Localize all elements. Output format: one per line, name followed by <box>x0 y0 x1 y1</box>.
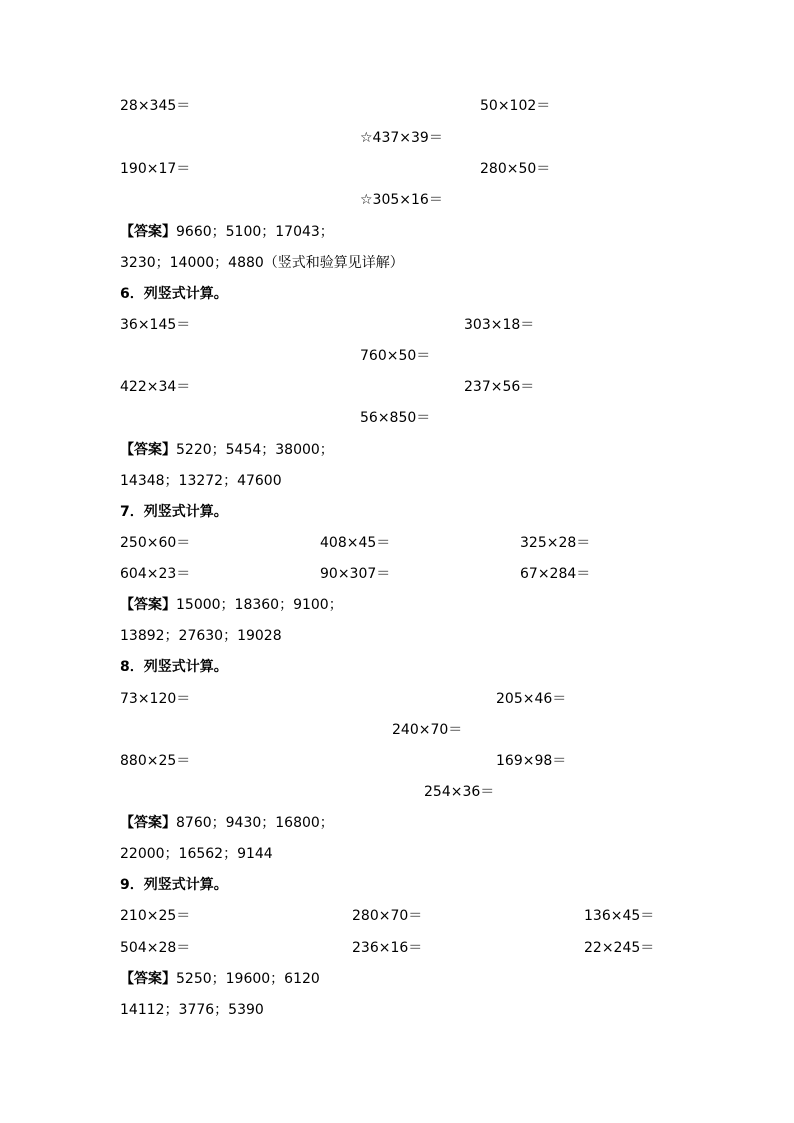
p6-expr-1: 36×145＝ <box>120 317 191 333</box>
p6-expr-4: 422×34＝ <box>120 379 191 395</box>
p6-expr-3: 760×50＝ <box>360 348 431 364</box>
p9-expr-6: 22×245＝ <box>584 940 655 956</box>
p9-answer-line-1 <box>120 971 320 987</box>
p8-answer-line-2: 22000；16562；9144 <box>120 846 273 862</box>
p7-expr-3: 325×28＝ <box>520 535 591 551</box>
p9-expr-1: 210×25＝ <box>120 908 191 924</box>
p6-heading: 6．列竖式计算。 <box>120 286 228 302</box>
p7-answer-line-2: 13892；27630；19028 <box>120 628 282 644</box>
answer-tag: 【答案】 <box>120 597 176 613</box>
p8-expr-2: 205×46＝ <box>496 691 567 707</box>
p5-expr-1: 28×345＝ <box>120 98 191 114</box>
answer-tag: 【答案】 <box>120 442 176 458</box>
p8-answer-line-1 <box>120 815 334 831</box>
p8-expr-3: 240×70＝ <box>392 722 463 738</box>
p9-expr-5: 236×16＝ <box>352 940 423 956</box>
p8-expr-5: 169×98＝ <box>496 753 567 769</box>
p5-answer-line-1 <box>120 224 334 240</box>
p5-expr-6: ☆305×16＝ <box>360 192 443 208</box>
answer-tag: 【答案】 <box>120 815 176 831</box>
p8-expr-4: 880×25＝ <box>120 753 191 769</box>
p6-expr-6: 56×850＝ <box>360 410 431 426</box>
p9-expr-4: 504×28＝ <box>120 940 191 956</box>
p7-answer-line-1 <box>120 597 343 613</box>
p9-expr-2: 280×70＝ <box>352 908 423 924</box>
p5-answer-line-2: 3230；14000；4880（竖式和验算见详解） <box>120 255 404 271</box>
p7-heading: 7．列竖式计算。 <box>120 504 228 520</box>
p7-expr-4: 604×23＝ <box>120 566 191 582</box>
p6-answer-line-1 <box>120 442 334 458</box>
p5-expr-3: ☆437×39＝ <box>360 130 443 146</box>
answer-values: 15000；18360；9100； <box>176 597 343 613</box>
p7-expr-2: 408×45＝ <box>320 535 391 551</box>
answer-tag: 【答案】 <box>120 224 176 240</box>
p5-expr-5: 280×50＝ <box>480 161 551 177</box>
answer-values: 9660；5100；17043； <box>176 224 334 240</box>
p8-heading: 8．列竖式计算。 <box>120 659 228 675</box>
p7-expr-5: 90×307＝ <box>320 566 391 582</box>
answer-tag: 【答案】 <box>120 971 176 987</box>
p7-expr-1: 250×60＝ <box>120 535 191 551</box>
p7-expr-6: 67×284＝ <box>520 566 591 582</box>
p9-heading: 9．列竖式计算。 <box>120 877 228 893</box>
p5-expr-2: 50×102＝ <box>480 98 551 114</box>
answer-values: 5250；19600；6120 <box>176 971 320 987</box>
p5-expr-4: 190×17＝ <box>120 161 191 177</box>
answer-values: 8760；9430；16800； <box>176 815 334 831</box>
answer-values: 5220；5454；38000； <box>176 442 334 458</box>
p9-expr-3: 136×45＝ <box>584 908 655 924</box>
p8-expr-1: 73×120＝ <box>120 691 191 707</box>
p6-expr-2: 303×18＝ <box>464 317 535 333</box>
p6-expr-5: 237×56＝ <box>464 379 535 395</box>
p9-answer-line-2: 14112；3776；5390 <box>120 1002 264 1018</box>
p6-answer-line-2: 14348；13272；47600 <box>120 473 282 489</box>
p8-expr-6: 254×36＝ <box>424 784 495 800</box>
